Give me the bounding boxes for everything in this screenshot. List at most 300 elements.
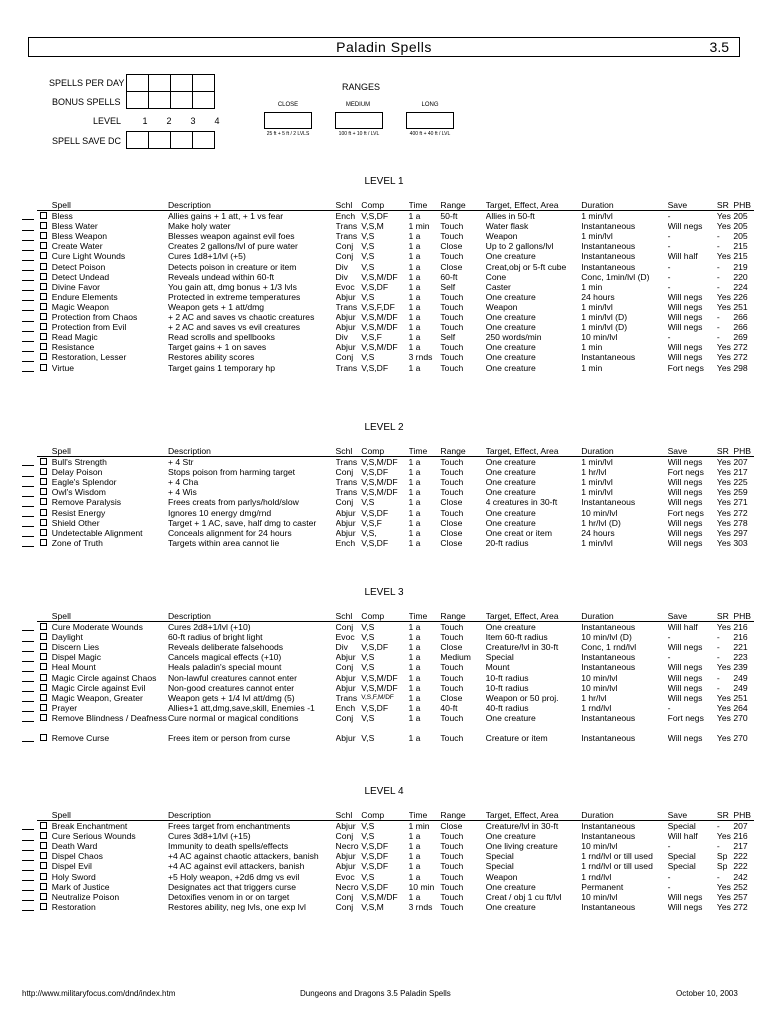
prepared-count-line[interactable]: [22, 211, 37, 222]
spell-name: Neutralize Poison: [51, 891, 120, 902]
prepared-count-line[interactable]: [22, 241, 37, 251]
spell-time: 1 a: [408, 261, 421, 272]
prepared-count-line[interactable]: [22, 733, 37, 743]
checkbox-square[interactable]: [40, 478, 47, 485]
spell-phb: 216: [733, 831, 748, 842]
prepared-count-line[interactable]: [22, 841, 37, 851]
spell-sr: Yes: [716, 831, 731, 842]
spell-target: Creature or item: [485, 732, 548, 743]
spell-name: Dispel Chaos: [51, 851, 103, 862]
spell-school: Trans: [335, 487, 358, 498]
spell-target: One creature: [485, 831, 536, 842]
spell-sr: Yes: [716, 477, 731, 488]
spell-components: V,S,M/DF: [361, 322, 398, 333]
spell-phb: 225: [733, 477, 748, 488]
checkbox-square[interactable]: [40, 498, 47, 505]
spell-name: Read Magic: [51, 332, 98, 343]
spell-components: V,S: [361, 497, 375, 508]
prepared-checkbox[interactable]: [37, 851, 51, 861]
spell-sr: Sp: [716, 861, 728, 872]
spell-duration: Conc, 1min/lvl (D): [581, 271, 650, 282]
spell-save-dc-grid: [126, 131, 215, 149]
spell-save: Will negs: [667, 517, 703, 528]
prepared-count-line[interactable]: [22, 673, 37, 683]
spell-components: V,S,DF: [361, 642, 389, 653]
spell-sr: -: [716, 281, 720, 292]
spell-school: Abjur: [335, 861, 356, 872]
prepared-checkbox[interactable]: [37, 332, 51, 342]
prepared-count-line[interactable]: [22, 831, 37, 841]
checkbox-square[interactable]: [40, 623, 47, 630]
footer-url[interactable]: http://www.militaryfocus.com/dnd/index.htm: [22, 989, 176, 998]
bonus-spells-cell[interactable]: [149, 92, 171, 109]
spell-phb: 215: [733, 241, 748, 252]
spell-components: V,S: [361, 231, 375, 242]
table-row: [22, 302, 754, 312]
spell-components: V,S: [361, 821, 375, 832]
spell-school: Conj: [335, 251, 354, 262]
spell-time: 1 a: [408, 507, 421, 518]
prepared-count-line[interactable]: [22, 713, 37, 733]
spell-target: One living creature: [485, 841, 558, 852]
spell-components: V,S,DF: [361, 281, 389, 292]
spell-range: Touch: [440, 672, 464, 683]
spell-phb: 222: [733, 851, 748, 862]
checkbox-square[interactable]: [40, 734, 47, 741]
spell-description: Frees target from enchantments: [167, 821, 291, 832]
checkbox-square[interactable]: [40, 633, 47, 640]
range-medium-box[interactable]: [335, 112, 383, 129]
spell-duration: 1 rnd/lvl or till used: [581, 861, 653, 872]
spell-range: Touch: [440, 901, 464, 912]
column-header: Range: [440, 446, 485, 457]
spell-components: V,S: [361, 261, 375, 272]
spell-range: Touch: [440, 457, 464, 468]
prepared-checkbox[interactable]: [37, 622, 51, 633]
spells-per-day-cell[interactable]: [149, 75, 171, 92]
prepared-checkbox[interactable]: [37, 497, 51, 507]
prepared-count-line[interactable]: [22, 352, 37, 362]
spell-name: Magic Circle against Chaos: [51, 672, 157, 683]
checkbox-square[interactable]: [40, 313, 47, 320]
prepared-count-line[interactable]: [22, 662, 37, 672]
spells-per-day-label: SPELLS PER DAY: [49, 78, 125, 88]
prepared-count-line[interactable]: [22, 467, 37, 477]
prepared-count-line[interactable]: [22, 312, 37, 322]
spell-name: Mark of Justice: [51, 881, 110, 892]
column-header: Spell: [52, 200, 168, 211]
spell-duration: Instantaneous: [581, 497, 636, 508]
prepared-checkbox[interactable]: [37, 221, 51, 231]
spell-target: One creature: [485, 517, 536, 528]
checkbox-square[interactable]: [40, 903, 47, 910]
checkbox-square[interactable]: [40, 242, 47, 249]
checkbox-square[interactable]: [40, 714, 47, 721]
prepared-checkbox[interactable]: [37, 292, 51, 302]
prepared-checkbox[interactable]: [37, 487, 51, 497]
prepared-count-line[interactable]: [22, 292, 37, 302]
prepared-count-line[interactable]: [22, 272, 37, 282]
prepared-count-line[interactable]: [22, 342, 37, 352]
checkbox-square[interactable]: [40, 303, 47, 310]
spell-sr: -: [716, 871, 720, 882]
spell-target: Caster: [485, 281, 511, 292]
prepared-count-line[interactable]: [22, 902, 37, 912]
prepared-checkbox[interactable]: [37, 508, 51, 518]
table-row: [22, 467, 754, 477]
prepared-checkbox[interactable]: [37, 861, 51, 871]
spell-time: 1 a: [408, 672, 421, 683]
prepared-checkbox[interactable]: [37, 282, 51, 292]
prepared-count-line[interactable]: [22, 703, 37, 713]
spell-time: 1 a: [408, 477, 421, 488]
prepared-checkbox[interactable]: [37, 262, 51, 272]
column-header: Comp: [361, 810, 408, 821]
checkbox-square[interactable]: [40, 822, 47, 829]
spell-table: [22, 611, 754, 743]
checkbox-square[interactable]: [40, 663, 47, 670]
prepared-count-line[interactable]: [22, 221, 37, 231]
prepared-count-line[interactable]: [22, 632, 37, 642]
spell-sr: -: [716, 261, 720, 272]
spell-phb: 239: [733, 662, 748, 673]
prepared-count-line[interactable]: [22, 642, 37, 652]
spell-description: Cures 1d8+1/lvl (+5): [167, 251, 246, 262]
spell-description: + 2 AC and saves vs chaotic creatures: [167, 312, 315, 323]
spell-save: Will negs: [667, 692, 703, 703]
prepared-checkbox[interactable]: [37, 693, 51, 703]
column-header: Schl: [336, 200, 362, 211]
spell-phb: 269: [733, 332, 748, 343]
spell-components: V,S,M/DF: [361, 477, 398, 488]
spell-save-dc-cell[interactable]: [193, 132, 215, 149]
spell-save-dc-cell[interactable]: [149, 132, 171, 149]
spell-table-header: [22, 810, 754, 821]
spell-save-dc-cell[interactable]: [171, 132, 193, 149]
spell-range: Touch: [440, 467, 464, 478]
spell-name: Cure Serious Wounds: [51, 831, 136, 842]
prepared-checkbox[interactable]: [37, 231, 51, 241]
prepared-checkbox[interactable]: [37, 872, 51, 882]
spell-save: Will negs: [667, 682, 703, 693]
spell-save: Fort negs: [667, 712, 704, 723]
checkbox-square[interactable]: [40, 353, 47, 360]
spell-target: One creat or item: [485, 527, 552, 538]
spell-duration: 1 min/lvl: [581, 477, 613, 488]
range-close-box[interactable]: [264, 112, 312, 129]
prepared-checkbox[interactable]: [37, 518, 51, 528]
prepared-count-line[interactable]: [22, 508, 37, 518]
spell-name: Prayer: [51, 702, 78, 713]
spell-target: Weapon: [485, 231, 518, 242]
spell-sr: Yes: [716, 467, 731, 478]
prepared-count-line[interactable]: [22, 821, 37, 832]
spell-name: Endure Elements: [51, 291, 118, 302]
spell-name: Protection from Chaos: [51, 312, 138, 323]
prepared-checkbox[interactable]: [37, 683, 51, 693]
spell-school: Conj: [335, 712, 354, 723]
checkbox-square[interactable]: [40, 509, 47, 516]
table-row: [22, 861, 754, 871]
prepared-count-line[interactable]: [22, 892, 37, 902]
checkbox-square[interactable]: [40, 842, 47, 849]
spell-save: -: [667, 871, 671, 882]
spell-duration: 1 rnd/lvl: [581, 871, 612, 882]
checkbox-square[interactable]: [40, 232, 47, 239]
prepared-count-line[interactable]: [22, 693, 37, 703]
prepared-count-line[interactable]: [22, 622, 37, 633]
prepared-checkbox[interactable]: [37, 662, 51, 672]
spell-name: Restoration, Lesser: [51, 352, 127, 363]
checkbox-square[interactable]: [40, 323, 47, 330]
prepared-count-line[interactable]: [22, 882, 37, 892]
bonus-spells-cell[interactable]: [193, 92, 215, 109]
checkbox-square[interactable]: [40, 674, 47, 681]
prepared-count-line[interactable]: [22, 231, 37, 241]
prepared-count-line[interactable]: [22, 683, 37, 693]
checkbox-square[interactable]: [40, 653, 47, 660]
spell-sr: -: [716, 271, 720, 282]
spell-school: Trans: [335, 692, 358, 703]
spell-name: Eagle's Splendor: [51, 477, 117, 488]
spell-time: 1 a: [408, 467, 421, 478]
range-long-box[interactable]: [406, 112, 454, 129]
checkbox-square[interactable]: [40, 458, 47, 465]
spell-sr: Yes: [716, 211, 731, 222]
prepared-count-line[interactable]: [22, 538, 37, 548]
prepared-checkbox[interactable]: [37, 642, 51, 652]
spell-name: Discern Lies: [51, 642, 100, 653]
checkbox-square[interactable]: [40, 263, 47, 270]
checkbox-square[interactable]: [40, 832, 47, 839]
spell-time: 1 a: [408, 632, 421, 643]
spell-description: Reveals undead within 60-ft: [167, 271, 275, 282]
prepared-checkbox[interactable]: [37, 457, 51, 468]
spell-name: Dispel Magic: [51, 652, 101, 663]
spell-save-dc-cell[interactable]: [127, 132, 149, 149]
spell-description: Reveals deliberate falsehoods: [167, 642, 284, 653]
prepared-checkbox[interactable]: [37, 241, 51, 251]
spell-school: Abjur: [335, 517, 356, 528]
prepared-checkbox[interactable]: [37, 831, 51, 841]
spell-save: Will negs: [667, 291, 703, 302]
spell-sr: Yes: [716, 732, 731, 743]
prepared-checkbox[interactable]: [37, 841, 51, 851]
prepared-count-line[interactable]: [22, 332, 37, 342]
spell-components: V,S,DF: [361, 467, 389, 478]
level-heading: LEVEL 4: [364, 786, 404, 797]
prepared-checkbox[interactable]: [37, 251, 51, 261]
table-row: [22, 892, 754, 902]
checkbox-square[interactable]: [40, 684, 47, 691]
spell-save: Special: [667, 861, 696, 872]
checkbox-square[interactable]: [40, 222, 47, 229]
checkbox-square[interactable]: [40, 488, 47, 495]
spell-school: Conj: [335, 831, 354, 842]
column-header: Target, Effect, Area: [486, 446, 582, 457]
spell-name: Virtue: [51, 362, 75, 373]
spell-sr: -: [716, 241, 720, 252]
prepared-checkbox[interactable]: [37, 713, 51, 733]
spell-range: 50-ft: [440, 211, 458, 222]
prepared-count-line[interactable]: [22, 528, 37, 538]
range-close-label: CLOSE: [277, 102, 299, 108]
spells-per-day-cell[interactable]: [171, 75, 193, 92]
prepared-count-line[interactable]: [22, 251, 37, 261]
spell-time: 3 rnds: [408, 352, 433, 363]
spell-school: Abjur: [335, 322, 356, 333]
prepared-count-line[interactable]: [22, 457, 37, 468]
prepared-checkbox[interactable]: [37, 892, 51, 902]
spell-time: 1 a: [408, 332, 421, 343]
checkbox-square[interactable]: [40, 873, 47, 880]
range-long-label: LONG: [421, 102, 439, 108]
spell-range: 40-ft: [440, 702, 458, 713]
prepared-checkbox[interactable]: [37, 538, 51, 548]
column-header: Target, Effect, Area: [486, 810, 582, 821]
prepared-checkbox[interactable]: [37, 703, 51, 713]
spell-sr: Yes: [716, 662, 731, 673]
spell-range: Touch: [440, 291, 464, 302]
table-row: [22, 241, 754, 251]
spell-description: +4 AC against evil attackers, banish: [167, 861, 305, 872]
spell-school: Div: [335, 271, 348, 282]
spell-duration: 10 min/lvl: [581, 507, 618, 518]
checkbox-square[interactable]: [40, 704, 47, 711]
prepared-count-line[interactable]: [22, 518, 37, 528]
spell-sr: Yes: [716, 537, 731, 548]
prepared-checkbox[interactable]: [37, 733, 51, 743]
spell-name: Bless: [51, 211, 73, 222]
spell-components: V,S,DF: [361, 537, 389, 548]
spell-duration: Instantaneous: [581, 732, 636, 743]
spell-target: One creature: [485, 362, 536, 373]
spell-name: Magic Circle against Evil: [51, 682, 146, 693]
spell-school: Necro: [335, 881, 359, 892]
checkbox-square[interactable]: [40, 893, 47, 900]
spell-description: Designates act that triggers curse: [167, 881, 296, 892]
prepared-checkbox[interactable]: [37, 312, 51, 322]
bonus-spells-cell[interactable]: [127, 92, 149, 109]
spell-table-header: [22, 200, 754, 211]
checkbox-square[interactable]: [40, 643, 47, 650]
checkbox-square[interactable]: [40, 252, 47, 259]
bonus-spells-cell[interactable]: [171, 92, 193, 109]
checkbox-square[interactable]: [40, 468, 47, 475]
prepared-checkbox[interactable]: [37, 211, 51, 222]
spells-per-day-cell[interactable]: [127, 75, 149, 92]
spell-time: 1 a: [408, 652, 421, 663]
column-header: Time: [409, 810, 441, 821]
prepared-checkbox[interactable]: [37, 302, 51, 312]
prepared-count-line[interactable]: [22, 322, 37, 332]
checkbox-square[interactable]: [40, 694, 47, 701]
prepared-count-line[interactable]: [22, 363, 37, 373]
prepared-checkbox[interactable]: [37, 652, 51, 662]
prepared-count-line[interactable]: [22, 861, 37, 871]
prepared-checkbox[interactable]: [37, 673, 51, 683]
prepared-checkbox[interactable]: [37, 477, 51, 487]
column-header: Save: [668, 611, 717, 622]
spell-components: V,S,M: [361, 221, 384, 232]
spell-components: V,S,M/DF: [361, 312, 398, 323]
spell-school: Trans: [335, 301, 358, 312]
table-row: [22, 487, 754, 497]
spell-duration: Instantaneous: [581, 901, 636, 912]
prepared-checkbox[interactable]: [37, 272, 51, 282]
checkbox-square[interactable]: [40, 333, 47, 340]
prepared-checkbox[interactable]: [37, 467, 51, 477]
spell-phb: 205: [733, 211, 748, 222]
prepared-count-line[interactable]: [22, 851, 37, 861]
prepared-checkbox[interactable]: [37, 528, 51, 538]
prepared-checkbox[interactable]: [37, 821, 51, 832]
checkbox-square[interactable]: [40, 519, 47, 526]
spell-phb: 207: [733, 821, 748, 832]
spell-duration: Permanent: [581, 881, 624, 892]
prepared-checkbox[interactable]: [37, 322, 51, 332]
prepared-count-line[interactable]: [22, 652, 37, 662]
prepared-count-line[interactable]: [22, 282, 37, 292]
prepared-checkbox[interactable]: [37, 632, 51, 642]
header-spacer: [37, 446, 51, 457]
spell-description: Protected in extreme temperatures: [167, 291, 301, 302]
level-heading: LEVEL 3: [364, 587, 404, 598]
checkbox-square[interactable]: [40, 343, 47, 350]
table-row: [22, 693, 754, 703]
prepared-count-line[interactable]: [22, 262, 37, 272]
checkbox-square[interactable]: [40, 539, 47, 546]
column-header: Save: [668, 810, 717, 821]
prepared-checkbox[interactable]: [37, 352, 51, 362]
spell-duration: Instantaneous: [581, 251, 636, 262]
column-header: Spell: [52, 446, 168, 457]
checkbox-square[interactable]: [40, 529, 47, 536]
checkbox-square[interactable]: [40, 852, 47, 859]
checkbox-square[interactable]: [40, 364, 47, 371]
spell-components: V,S,DF: [361, 851, 389, 862]
spell-phb: 252: [733, 881, 748, 892]
table-row: [22, 642, 754, 652]
prepared-count-line[interactable]: [22, 497, 37, 507]
checkbox-square[interactable]: [40, 283, 47, 290]
spells-per-day-cell[interactable]: [193, 75, 215, 92]
prepared-count-line[interactable]: [22, 477, 37, 487]
prepared-checkbox[interactable]: [37, 342, 51, 352]
spell-target: Special: [485, 851, 514, 862]
spell-range: Touch: [440, 891, 464, 902]
checkbox-square[interactable]: [40, 862, 47, 869]
prepared-count-line[interactable]: [22, 872, 37, 882]
checkbox-square[interactable]: [40, 293, 47, 300]
prepared-checkbox[interactable]: [37, 363, 51, 373]
spell-duration: Instantaneous: [581, 831, 636, 842]
prepared-checkbox[interactable]: [37, 882, 51, 892]
spell-range: Touch: [440, 861, 464, 872]
prepared-count-line[interactable]: [22, 302, 37, 312]
checkbox-square[interactable]: [40, 883, 47, 890]
spell-components: V,S,DF: [361, 861, 389, 872]
prepared-checkbox[interactable]: [37, 902, 51, 912]
spell-components: V,S: [361, 241, 375, 252]
spell-duration: Instantaneous: [581, 652, 636, 663]
spell-duration: 10 min/lvl: [581, 682, 618, 693]
spell-sr: -: [716, 672, 720, 683]
checkbox-square[interactable]: [40, 212, 47, 219]
checkbox-square[interactable]: [40, 273, 47, 280]
prepared-count-line[interactable]: [22, 487, 37, 497]
spell-sr: -: [716, 682, 720, 693]
